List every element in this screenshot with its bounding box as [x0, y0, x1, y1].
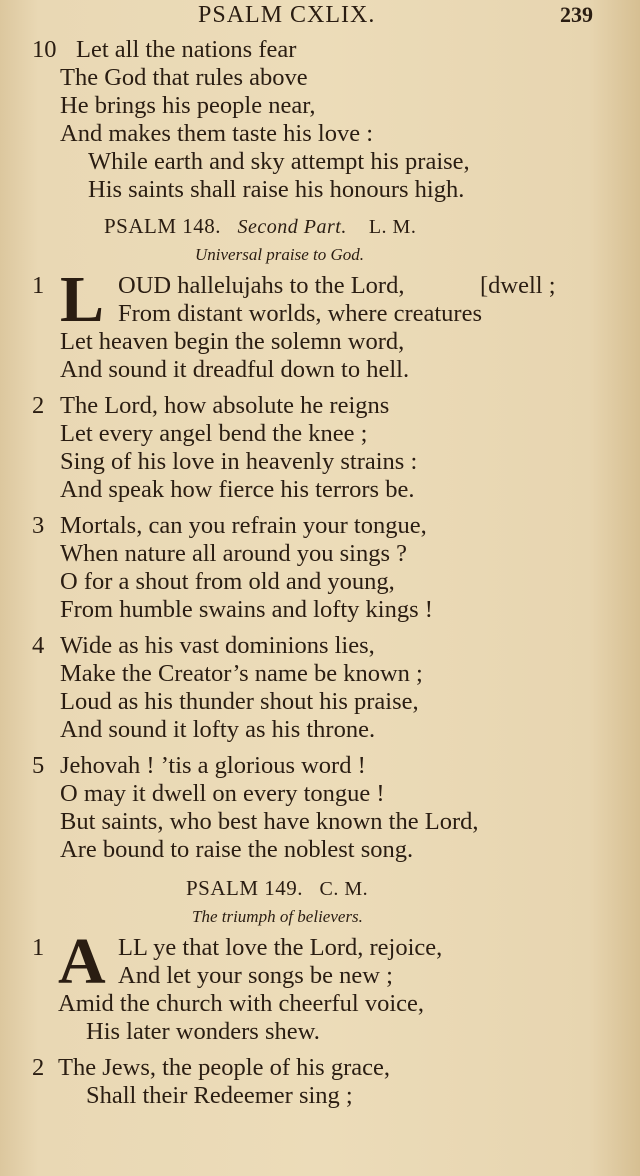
psalm-subtitle: Universal praise to God. [195, 245, 365, 264]
verse-line: Let all the nations fear [76, 36, 297, 63]
stanza-number: 10 [32, 36, 57, 63]
psalm-heading [104, 214, 416, 239]
drop-cap: A [58, 925, 106, 998]
verse-line: Make the Creator’s name be known ; [60, 660, 423, 687]
verse-line: OUD hallelujahs to the Lord, [118, 272, 405, 299]
verse-turnover: [dwell ; [480, 272, 556, 299]
verse-line: The Jews, the people of his grace, [58, 1054, 390, 1081]
page-header [0, 2, 640, 32]
verse-line: He brings his people near, [60, 92, 316, 119]
stanza-number: 1 [32, 934, 45, 961]
verse-line: His later wonders shew. [86, 1018, 320, 1045]
psalm-meter: C. M. [319, 878, 369, 900]
verse-line: When nature all around you sings ? [60, 540, 407, 567]
psalm-heading [186, 876, 368, 901]
verse-line: While earth and sky attempt his praise, [88, 148, 470, 175]
verse-line: Shall their Redeemer sing ; [86, 1082, 353, 1109]
stanza-number: 3 [32, 512, 45, 539]
running-head: PSALM CXLIX. [198, 2, 376, 28]
psalm-title: PSALM 148. [104, 214, 222, 238]
psalm-part: Second Part. [237, 216, 347, 238]
verse-line: Wide as his vast dominions lies, [60, 632, 375, 659]
verse-line: Are bound to raise the noblest song. [60, 836, 414, 863]
verse-line: LL ye that love the Lord, rejoice, [118, 934, 443, 961]
drop-cap: L [60, 263, 105, 336]
verse-line: His saints shall raise his honours high. [88, 176, 465, 203]
verse-line: But saints, who best have known the Lord, [60, 808, 479, 835]
stanza-number: 5 [32, 752, 45, 779]
verse-line: Amid the church with cheerful voice, [58, 990, 425, 1017]
verse-line: And speak how fierce his terrors be. [60, 476, 415, 503]
stanza-number: 2 [32, 1054, 45, 1081]
verse-line: Loud as his thunder shout his praise, [60, 688, 419, 715]
stanza-number: 2 [32, 392, 45, 419]
verse-line: From humble swains and lofty kings ! [60, 596, 433, 623]
verse-line: Sing of his love in heavenly strains : [60, 448, 418, 475]
verse-line: And makes them taste his love : [60, 120, 373, 147]
psalm-title: PSALM 149. [186, 876, 304, 900]
verse-line: The Lord, how absolute he reigns [60, 392, 390, 419]
verse-line: Jehovah ! ’tis a glorious word ! [60, 752, 366, 779]
psalm-meter: L. M. [368, 216, 417, 238]
verse-line: And sound it lofty as his throne. [60, 716, 376, 743]
verse-line: Let heaven begin the solemn word, [60, 328, 405, 355]
verse-line: And sound it dreadful down to hell. [60, 356, 410, 383]
verse-line: From distant worlds, where creatures [118, 300, 482, 327]
verse-line: Mortals, can you refrain your tongue, [60, 512, 427, 539]
stanza-number: 4 [32, 632, 45, 659]
stanza-number: 1 [32, 272, 45, 299]
verse-line: The God that rules above [60, 64, 308, 91]
verse-line: Let every angel bend the knee ; [60, 420, 368, 447]
psalm-subtitle: The triumph of believers. [192, 907, 363, 926]
verse-line: O may it dwell on every tongue ! [60, 780, 385, 807]
page-number: 239 [560, 2, 593, 27]
verse-line: And let your songs be new ; [118, 962, 393, 989]
verse-line: O for a shout from old and young, [60, 568, 395, 595]
